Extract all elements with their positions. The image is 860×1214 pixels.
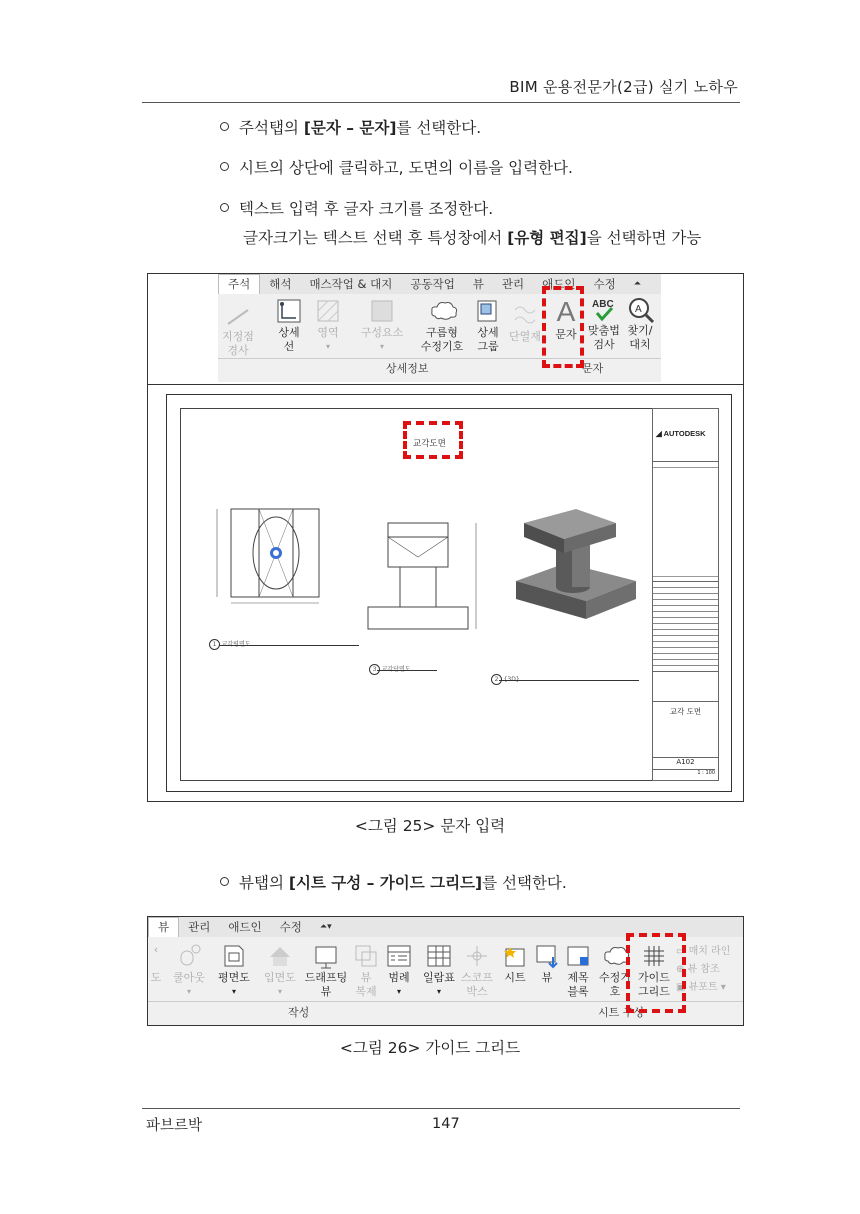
highlight-guide-grid — [626, 933, 686, 1013]
view-reference-icon: ⊕ — [676, 964, 688, 975]
tb-info-block — [653, 467, 718, 577]
button-label: 뷰 복제 — [355, 971, 377, 998]
duplicate-view-icon — [353, 943, 379, 969]
running-header: BIM 운용전문가(2급) 실기 노하우 — [509, 78, 738, 96]
bullet-text: 를 선택한다. — [482, 874, 567, 892]
group-divider — [218, 358, 661, 359]
button-label: 영역 — [317, 326, 339, 339]
text-a-icon: A — [556, 296, 576, 327]
view-title-line — [499, 680, 639, 681]
elevation-button[interactable]: 입면도 ▾ — [262, 943, 298, 999]
bullet-text: 주석탭의 — [239, 119, 304, 137]
tab-manage[interactable]: 관리 — [501, 277, 525, 291]
floor-plan-button[interactable]: 평면도 ▾ — [214, 943, 254, 999]
region-icon — [315, 298, 341, 324]
view-title-line — [219, 645, 359, 646]
insulation-icon — [512, 302, 538, 328]
tab-view[interactable]: 뷰 — [148, 917, 179, 937]
bullet-bold: [문자 – 문자] — [303, 119, 397, 137]
group-create-label: 작성 — [288, 1006, 310, 1019]
place-view-button[interactable] — [532, 943, 562, 985]
bullet-2 — [220, 156, 573, 178]
bullet-circle-icon — [220, 877, 229, 886]
button-label: 구름형 수정기호 — [420, 326, 464, 353]
title-block-icon — [565, 943, 591, 969]
detail-group-button[interactable] — [472, 298, 504, 354]
bullet-circle-icon — [220, 122, 229, 131]
side-label: 매치 라인 — [688, 946, 731, 957]
component-icon — [369, 298, 395, 324]
view-number: 2 — [491, 674, 502, 685]
figure-26-caption: <그림 26> 가이드 그리드 — [339, 1039, 521, 1057]
tab-addins[interactable]: 애드인 — [542, 277, 576, 291]
button-label: 단열재 — [509, 330, 541, 343]
button-label: 스코프 박스 — [461, 971, 493, 998]
button-label: 뷰 — [541, 971, 553, 984]
side-label: 뷰 참조 — [687, 964, 720, 975]
bullet-text: 을 선택하면 가능 — [586, 229, 702, 247]
ribbon-tabs — [218, 274, 661, 294]
legend-icon — [386, 943, 412, 969]
bullet-3-continuation — [243, 226, 701, 248]
bullet-circle-icon — [220, 162, 229, 171]
spot-slope-button[interactable] — [218, 302, 258, 358]
title-block — [652, 408, 719, 781]
button-label: 구성요소 — [360, 326, 404, 339]
sheet-icon — [502, 943, 528, 969]
tab-addins[interactable]: 애드인 — [228, 920, 262, 934]
button-label: 맞춤법 검사 — [588, 324, 620, 351]
spellcheck-icon — [591, 296, 617, 322]
bullet-text: 를 선택한다. — [396, 119, 482, 137]
bullet-bold: [유형 편집] — [507, 229, 587, 247]
highlight-text-button — [542, 286, 584, 368]
detail-group-icon — [475, 298, 501, 324]
plan-view-drawing — [209, 499, 334, 609]
floor-plan-icon — [221, 943, 247, 969]
page-number: 147 — [432, 1116, 460, 1132]
section-view-drawing — [366, 513, 486, 643]
bullet-text: 시트의 상단에 클릭하고, 도면의 이름을 입력한다. — [239, 159, 573, 177]
footer-author: 파브르박 — [146, 1118, 203, 1134]
button-label: 문자 — [555, 328, 577, 341]
button-label: 도 — [150, 971, 162, 984]
bullet-4 — [220, 871, 567, 893]
drafting-view-icon — [313, 943, 339, 969]
cloud-icon — [429, 298, 455, 324]
ribbon-toggle-icon[interactable]: ⏶ — [633, 279, 641, 289]
tb-scale: 1 : 100 — [653, 769, 715, 776]
region-button[interactable]: 영역 ▾ — [310, 298, 346, 354]
spelling-button[interactable] — [586, 296, 622, 352]
group-text-label: 문자 — [582, 362, 604, 375]
tab-collaborate[interactable]: 공동작업 — [410, 277, 455, 291]
svg-text:A: A — [635, 304, 642, 315]
3d-view-drawing — [506, 501, 646, 631]
bullet-3 — [220, 197, 493, 219]
drawing-area — [180, 408, 653, 781]
header-rule — [142, 102, 740, 103]
button-label: 범례 — [388, 971, 410, 984]
chevron-left-icon: ‹ — [153, 943, 159, 956]
button-label: 시트 — [504, 971, 526, 984]
button-label: 상세 그룹 — [477, 326, 499, 353]
spot-slope-icon — [225, 302, 251, 328]
svg-text:ABC: ABC — [592, 299, 614, 310]
scope-box-icon — [464, 943, 490, 969]
duplicate-view-button[interactable] — [352, 943, 380, 999]
tab-modify[interactable]: 수정 — [279, 920, 302, 934]
footer-rule — [142, 1108, 740, 1109]
drawing-sheet — [166, 394, 732, 792]
bullet-text: 글자크기는 텍스트 선택 후 특성창에서 — [243, 229, 508, 247]
figure-25-caption: <그림 25> 문자 입력 — [354, 817, 506, 835]
highlight-sheet-title — [403, 421, 463, 459]
group-detail-label: 상세정보 — [386, 362, 429, 375]
legend-button[interactable]: 범례 ▾ — [384, 943, 414, 999]
schedule-button[interactable]: 일람표 ▾ — [422, 943, 456, 999]
tab-massing[interactable]: 매스작업 & 대지 — [309, 277, 393, 291]
bullet-text: 뷰탭의 — [239, 874, 289, 892]
component-button[interactable]: 구성요소 ▾ — [356, 298, 408, 354]
ribbon-toggle-icon[interactable]: ⏶▾ — [319, 922, 332, 932]
place-view-icon — [534, 943, 560, 969]
view-number: 1 — [209, 639, 220, 650]
revision-cloud-button[interactable] — [414, 298, 470, 354]
figure-divider — [148, 384, 743, 385]
viewports-icon: ▣ — [676, 982, 689, 993]
elevation-icon — [267, 943, 293, 969]
bullet-1 — [220, 116, 481, 138]
tb-revision-table — [653, 581, 718, 672]
button-label: 쿨아웃 — [173, 971, 205, 984]
button-label: 수정기호 — [599, 971, 631, 998]
drafting-view-button[interactable] — [304, 943, 348, 999]
insulation-button[interactable] — [508, 302, 542, 344]
find-replace-button[interactable] — [622, 296, 658, 352]
tb-sheet-number: A102 — [653, 757, 718, 766]
scope-box-button[interactable] — [460, 943, 494, 999]
tab-annotate[interactable]: 주석 — [218, 274, 260, 294]
button-label: 일람표 — [423, 971, 455, 984]
bullet-circle-icon — [220, 203, 229, 212]
sheet-button[interactable] — [500, 943, 530, 985]
viewports-button[interactable]: ▣ 뷰포트 ▾ — [676, 982, 726, 993]
brand-name: AUTODESK — [663, 429, 706, 438]
figure-25 — [147, 273, 744, 802]
bullet-bold: [시트 구성 – 가이드 그리드] — [288, 874, 483, 892]
bullet-text: 텍스트 입력 후 글자 크기를 조정한다. — [239, 200, 494, 218]
autodesk-logo — [656, 429, 706, 438]
schedule-icon — [426, 943, 452, 969]
button-label: 지정점 경사 — [222, 330, 254, 357]
callout-button[interactable]: 쿨아웃 ▾ — [170, 943, 208, 999]
callout-icon — [176, 943, 202, 969]
button-label: 찾기/ 대치 — [627, 324, 653, 351]
view-title-line — [377, 670, 437, 671]
title-block-button[interactable] — [562, 943, 594, 999]
figure-26-view-ribbon — [147, 916, 744, 1026]
tab-view[interactable]: 뷰 — [472, 277, 484, 291]
tb-sheet-name: 교각 도면 — [653, 701, 718, 717]
autodesk-mark-icon: ◢ — [656, 429, 662, 438]
tb-divider — [653, 461, 718, 462]
tab-manage[interactable]: 관리 — [188, 920, 211, 934]
detail-line-icon — [276, 298, 302, 324]
tab-analyze[interactable]: 해석 — [269, 277, 292, 291]
tb-divider — [653, 671, 718, 672]
button-label: 제목 블록 — [567, 971, 589, 998]
find-replace-icon — [627, 296, 653, 322]
side-label: 뷰포트 — [688, 982, 718, 993]
sheet-title[interactable]: 교각도면 — [413, 439, 446, 449]
button-label: 가이드 그리드 — [638, 971, 670, 998]
tab-modify[interactable]: 수정 — [593, 277, 616, 291]
match-line-icon: ▭ — [676, 946, 689, 957]
detail-line-button[interactable] — [270, 298, 308, 354]
view-number: 3 — [369, 664, 380, 675]
button-label: 입면도 — [264, 971, 296, 984]
group-sheet-composition-label: 시트 구성 — [598, 1006, 645, 1019]
button-label: 상세 선 — [278, 326, 300, 353]
ribbon-button[interactable] — [148, 943, 164, 985]
annotate-ribbon — [218, 274, 661, 382]
button-label: 드래프팅 뷰 — [304, 971, 348, 998]
button-label: 평면도 — [218, 971, 250, 984]
cloud-icon — [602, 943, 628, 969]
